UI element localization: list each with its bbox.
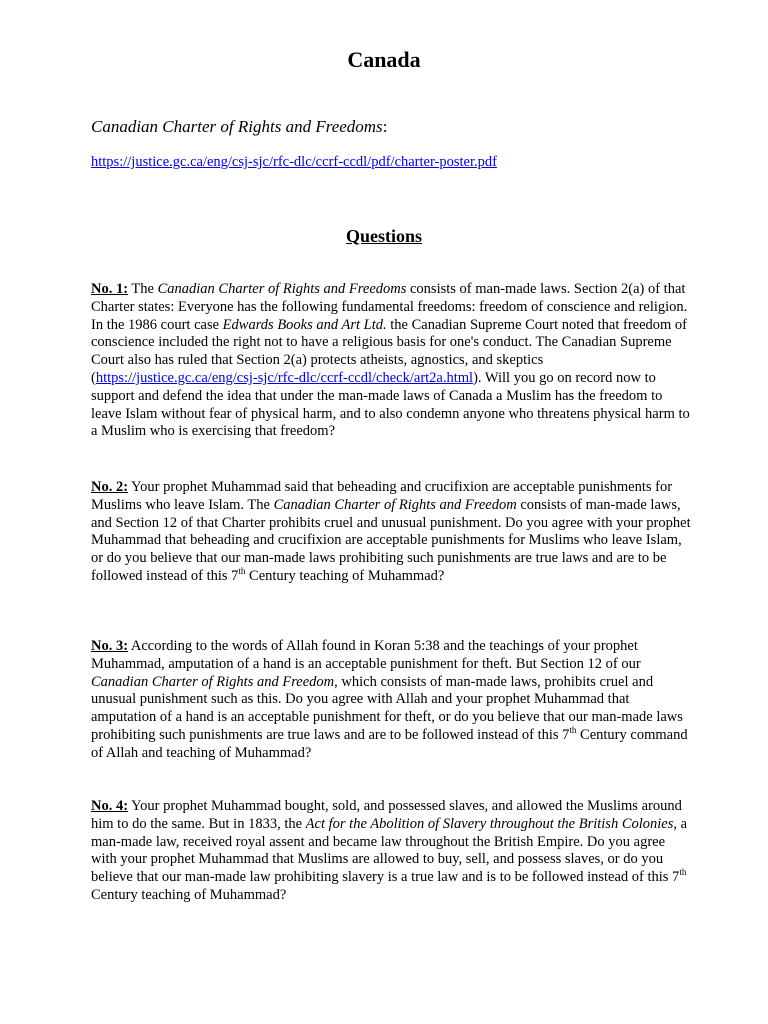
question-text: Your prophet Muhammad bought, sold, and possessed slaves, and allowed the Muslims around him to do the same. But in 1833, the [91,798,682,832]
question-italic-title: Canadian Charter of Rights and Freedom [91,673,335,690]
question-number: No. 1: [91,281,129,297]
question-text: According to the words of Allah found in Koran 5:38 and the teachings of your prophet Muhammad, amputation of a hand is an acceptable punishment for theft. But Section 12 of our [91,638,641,672]
page-title: Canada [347,47,421,72]
question-italic-case-name: Edwards Books and Art Ltd. [222,316,387,333]
charter-heading-colon: : [382,117,388,136]
question-3 [91,638,691,763]
question-text: consists of man-made laws. Section 2(a) of that Charter states: Everyone has the following fundamental freedoms: freedom of conscience and religion. In the 1986 court case [91,281,688,333]
charter-poster-link-line [91,153,497,171]
ordinal-superscript: th [238,565,246,576]
question-text: , which consists of man-made laws, prohibits cruel and unusual punishment such as this. Do you agree with Allah and your prophet Muhammad that amputation of a hand is an acceptable punishment for theft, or do you believe that our man-made laws prohibiting such punishments are true laws and are to be followed instead of this 7 [91,673,683,743]
question-number: No. 4: [91,798,129,814]
question-text: The [128,281,158,297]
ordinal-superscript: th [679,867,687,878]
question-text: the Canadian Supreme Court noted that freedom of conscience included the right not to have a religious basis for one's conduct. The Canadian Supreme Court also has ruled that Section 2(a) protects atheists, agnostics, and skeptics ( [91,316,688,386]
question-2 [91,479,691,586]
question-text: Your prophet Muhammad said that beheading and crucifixion are acceptable punishments for Muslims who leave Islam. The [91,479,673,513]
art2a-link[interactable]: https://justice.gc.ca/eng/csj-sjc/rfc-dlc/ccrf-ccdl/check/art2a.html [95,369,474,386]
question-text: ). Will you go on record now to support and defend the idea that under the man-made laws of Canada a Muslim has the freedom to leave Islam without fear of physical harm, and to also condemn anyone who threatens physical harm to a Muslim who is exercising that freedom? [91,369,690,440]
question-4 [91,798,691,905]
question-text: Century command of Allah and teaching of Muhammad? [91,726,688,761]
ordinal-superscript: th [569,724,577,735]
question-italic-title: Canadian Charter of Rights and Freedoms [157,281,407,297]
question-number: No. 2: [91,479,129,495]
question-1 [91,281,691,441]
question-italic-title: Canadian Charter of Rights and Freedom [273,496,517,513]
question-text: consists of man-made laws, and Section 12 of that Charter prohibits cruel and unusual punishment. Do you agree with your prophet Muhammad that beheading and crucifixion are acceptable punishments for Muslims who leave Islam, or do you believe that our man-made laws prohibiting such punishments are true laws and are to be followed instead of this 7 [91,496,691,584]
question-text: Century teaching of Muhammad? [91,886,287,903]
question-text: Century teaching of Muhammad? [245,567,445,584]
charter-poster-link[interactable]: https://justice.gc.ca/eng/csj-sjc/rfc-dlc/ccrf-ccdl/pdf/charter-poster.pdf [91,154,497,170]
question-italic-act-title: Act for the Abolition of Slavery throughout the British Colonies [305,815,674,832]
question-number: No. 3: [91,638,129,654]
charter-heading [91,116,387,138]
question-text: , a man-made law, received royal assent and became law throughout the British Empire. Do you agree with your prophet Muhammad that Muslims are allowed to buy, sell, and possess slaves, or do you believe that our man-made law prohibiting slavery is a true law and is to be followed instead of this 7 [91,815,688,886]
charter-heading-title: Canadian Charter of Rights and Freedoms [91,117,383,136]
questions-heading: Questions [345,226,423,246]
